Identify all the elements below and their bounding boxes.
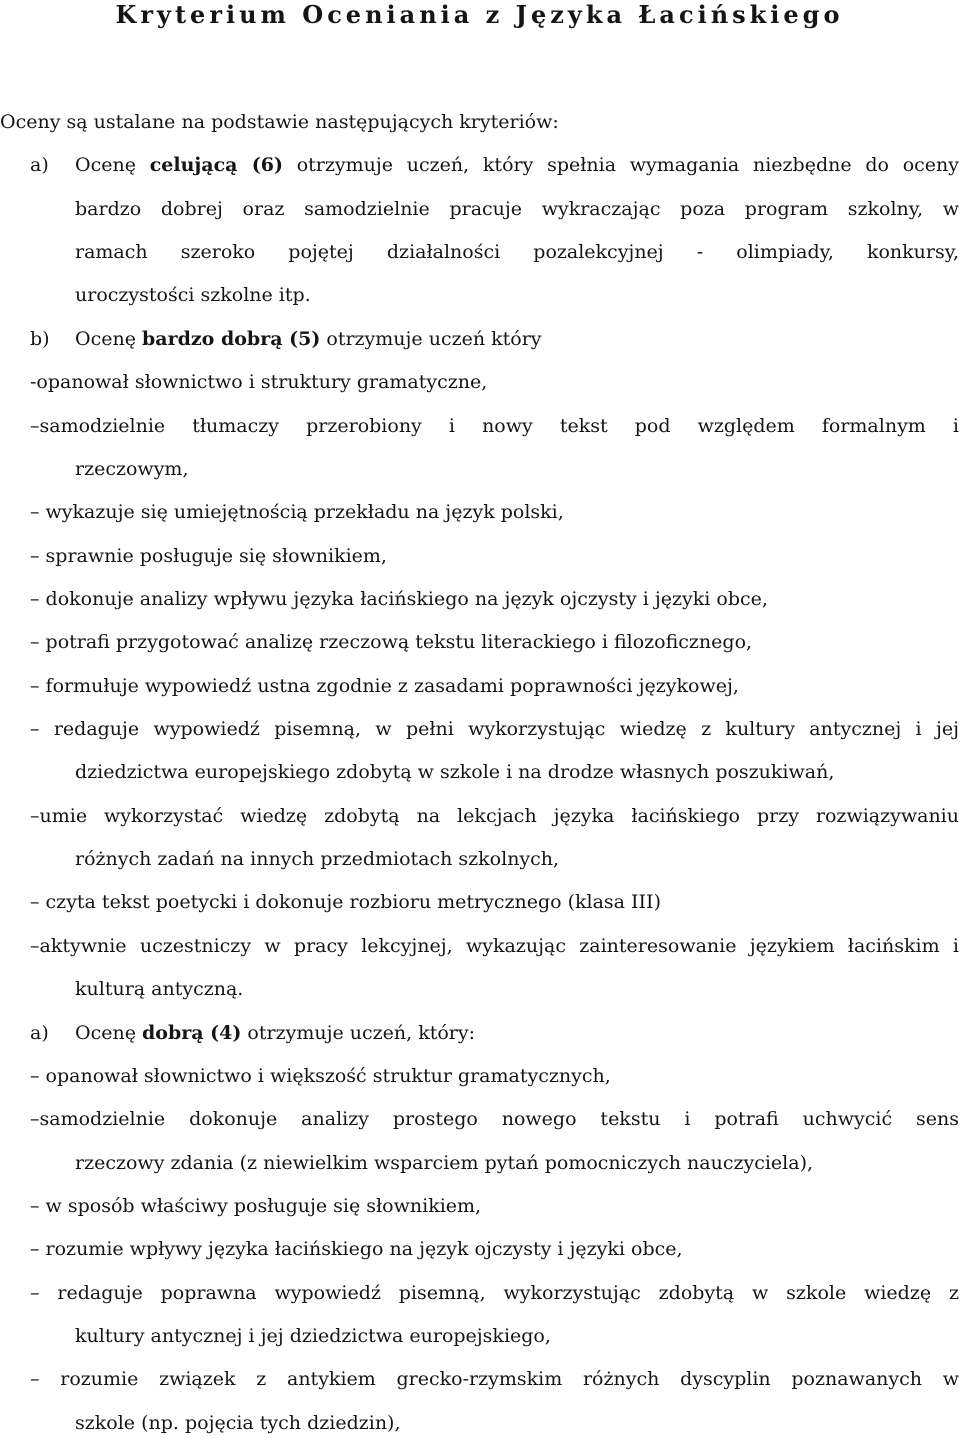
requirement-line: – opanował słownictwo i większość struktur gramatycznych, [30, 1064, 611, 1087]
heading-prefix: Ocenę [75, 154, 150, 177]
requirement-item [0, 931, 959, 1004]
heading-suffix: otrzymuje uczeń który [320, 327, 542, 350]
requirement-continuation: kulturą antyczną. [75, 978, 244, 1001]
requirement-line: – rozumie związek z antykiem grecko-rzymskim różnych dyscyplin poznawanych w [30, 1368, 959, 1391]
requirement-line: – potrafi przygotować analizę rzeczową tekstu literackiego i filozoficznego, [30, 631, 753, 654]
list-marker: a) [30, 1021, 49, 1044]
grade-dobra-section [0, 1018, 959, 1438]
requirement-continuation: kultury antycznej i jej dziedzictwa europejskiego, [75, 1325, 551, 1348]
heading-prefix: Ocenę [75, 1021, 142, 1044]
requirement-item [0, 714, 959, 787]
grade-label: dobrą (4) [141, 1021, 242, 1044]
requirement-continuation: rzeczowym, [75, 457, 189, 480]
heading-suffix: otrzymuje uczeń, który: [241, 1021, 475, 1044]
requirement-item [0, 1234, 959, 1264]
grade-heading-text [75, 150, 959, 180]
requirement-line: –umie wykorzystać wiedzę zdobytą na lekcjach języka łacińskiego przy rozwiązywaniu [30, 804, 959, 827]
description-line: bardzo dobrej oraz samodzielnie pracuje wykraczając poza program szkolny, w [75, 197, 959, 220]
requirement-continuation: różnych zadań na innych przedmiotach szkolnych, [75, 848, 560, 871]
description-line: uroczystości szkolne itp. [75, 284, 311, 307]
heading-suffix: otrzymuje uczeń, który spełnia wymagania niezbędne do oceny [282, 154, 959, 177]
requirement-line: – redaguje poprawna wypowiedź pisemną, wykorzystując zdobytą w szkole wiedzę z [30, 1281, 959, 1304]
intro-text: Oceny są ustalane na podstawie następujących kryteriów: [0, 111, 559, 133]
requirement-item [0, 1364, 959, 1437]
requirement-item [0, 627, 959, 657]
requirement-line: – rozumie wpływy języka łacińskiego na język ojczysty i języki obce, [30, 1238, 683, 1261]
list-marker: b) [30, 327, 50, 350]
requirement-line: – sprawnie posługuje się słownikiem, [30, 544, 387, 567]
description-line: ramach szeroko pojętej działalności pozalekcyjnej - olimpiady, konkursy, [75, 241, 959, 264]
grade-heading-text [75, 324, 959, 354]
requirement-line: –aktywnie uczestniczy w pracy lekcyjnej, wykazując zainteresowanie językiem łacińskim i [30, 934, 959, 957]
grade-label: celującą (6) [149, 154, 283, 177]
requirement-line: -opanował słownictwo i struktury gramatyczne, [30, 371, 488, 394]
list-marker: a) [30, 154, 49, 177]
requirement-line: – czyta tekst poetycki i dokonuje rozbioru metrycznego (klasa III) [30, 891, 661, 914]
requirement-item [0, 671, 959, 701]
grade-heading [30, 1018, 959, 1048]
heading-prefix: Ocenę [75, 327, 142, 350]
requirement-item [0, 1104, 959, 1177]
requirement-item [0, 1061, 959, 1091]
requirement-item [0, 1191, 959, 1221]
requirement-line: – dokonuje analizy wpływu języka łacińskiego na język ojczysty i języki obce, [30, 587, 768, 610]
requirement-line: – formułuje wypowiedź ustna zgodnie z zasadami poprawności językowej, [30, 674, 739, 697]
requirement-continuation: szkole (np. pojęcia tych dziedzin), [75, 1411, 401, 1434]
requirement-item [0, 367, 959, 397]
grade-heading [30, 150, 959, 180]
grade-label: bardzo dobrą (5) [141, 327, 321, 350]
grade-bardzo-dobra-section [0, 324, 959, 1004]
requirement-line: –samodzielnie dokonuje analizy prostego nowego tekstu i potrafi uchwycić sens [30, 1108, 959, 1131]
document-title: Kryterium Oceniania z Języka Łacińskiego [115, 0, 844, 29]
requirement-item [0, 497, 959, 527]
requirement-line: – redaguje wypowiedź pisemną, w pełni wykorzystując wiedzę z kultury antycznej i jej [30, 718, 959, 741]
requirement-item [0, 541, 959, 571]
requirement-line: – w sposób właściwy posługuje się słownikiem, [30, 1194, 482, 1217]
requirement-item [0, 1278, 959, 1351]
grade-celujaca-section [0, 150, 959, 310]
requirement-item [0, 887, 959, 917]
requirement-item [0, 584, 959, 614]
requirement-continuation: rzeczowy zdania (z niewielkim wsparciem pytań pomocniczych nauczyciela), [75, 1151, 814, 1174]
requirement-item [0, 801, 959, 874]
requirement-continuation: dziedzictwa europejskiego zdobytą w szkole i na drodze własnych poszukiwań, [75, 761, 835, 784]
requirement-line: – wykazuje się umiejętnością przekładu na język polski, [30, 501, 564, 524]
requirement-item [0, 411, 959, 484]
grade-heading-text [75, 1018, 959, 1048]
requirement-line: –samodzielnie tłumaczy przerobiony i nowy tekst pod względem formalnym i [30, 414, 959, 437]
grade-heading [30, 324, 959, 354]
